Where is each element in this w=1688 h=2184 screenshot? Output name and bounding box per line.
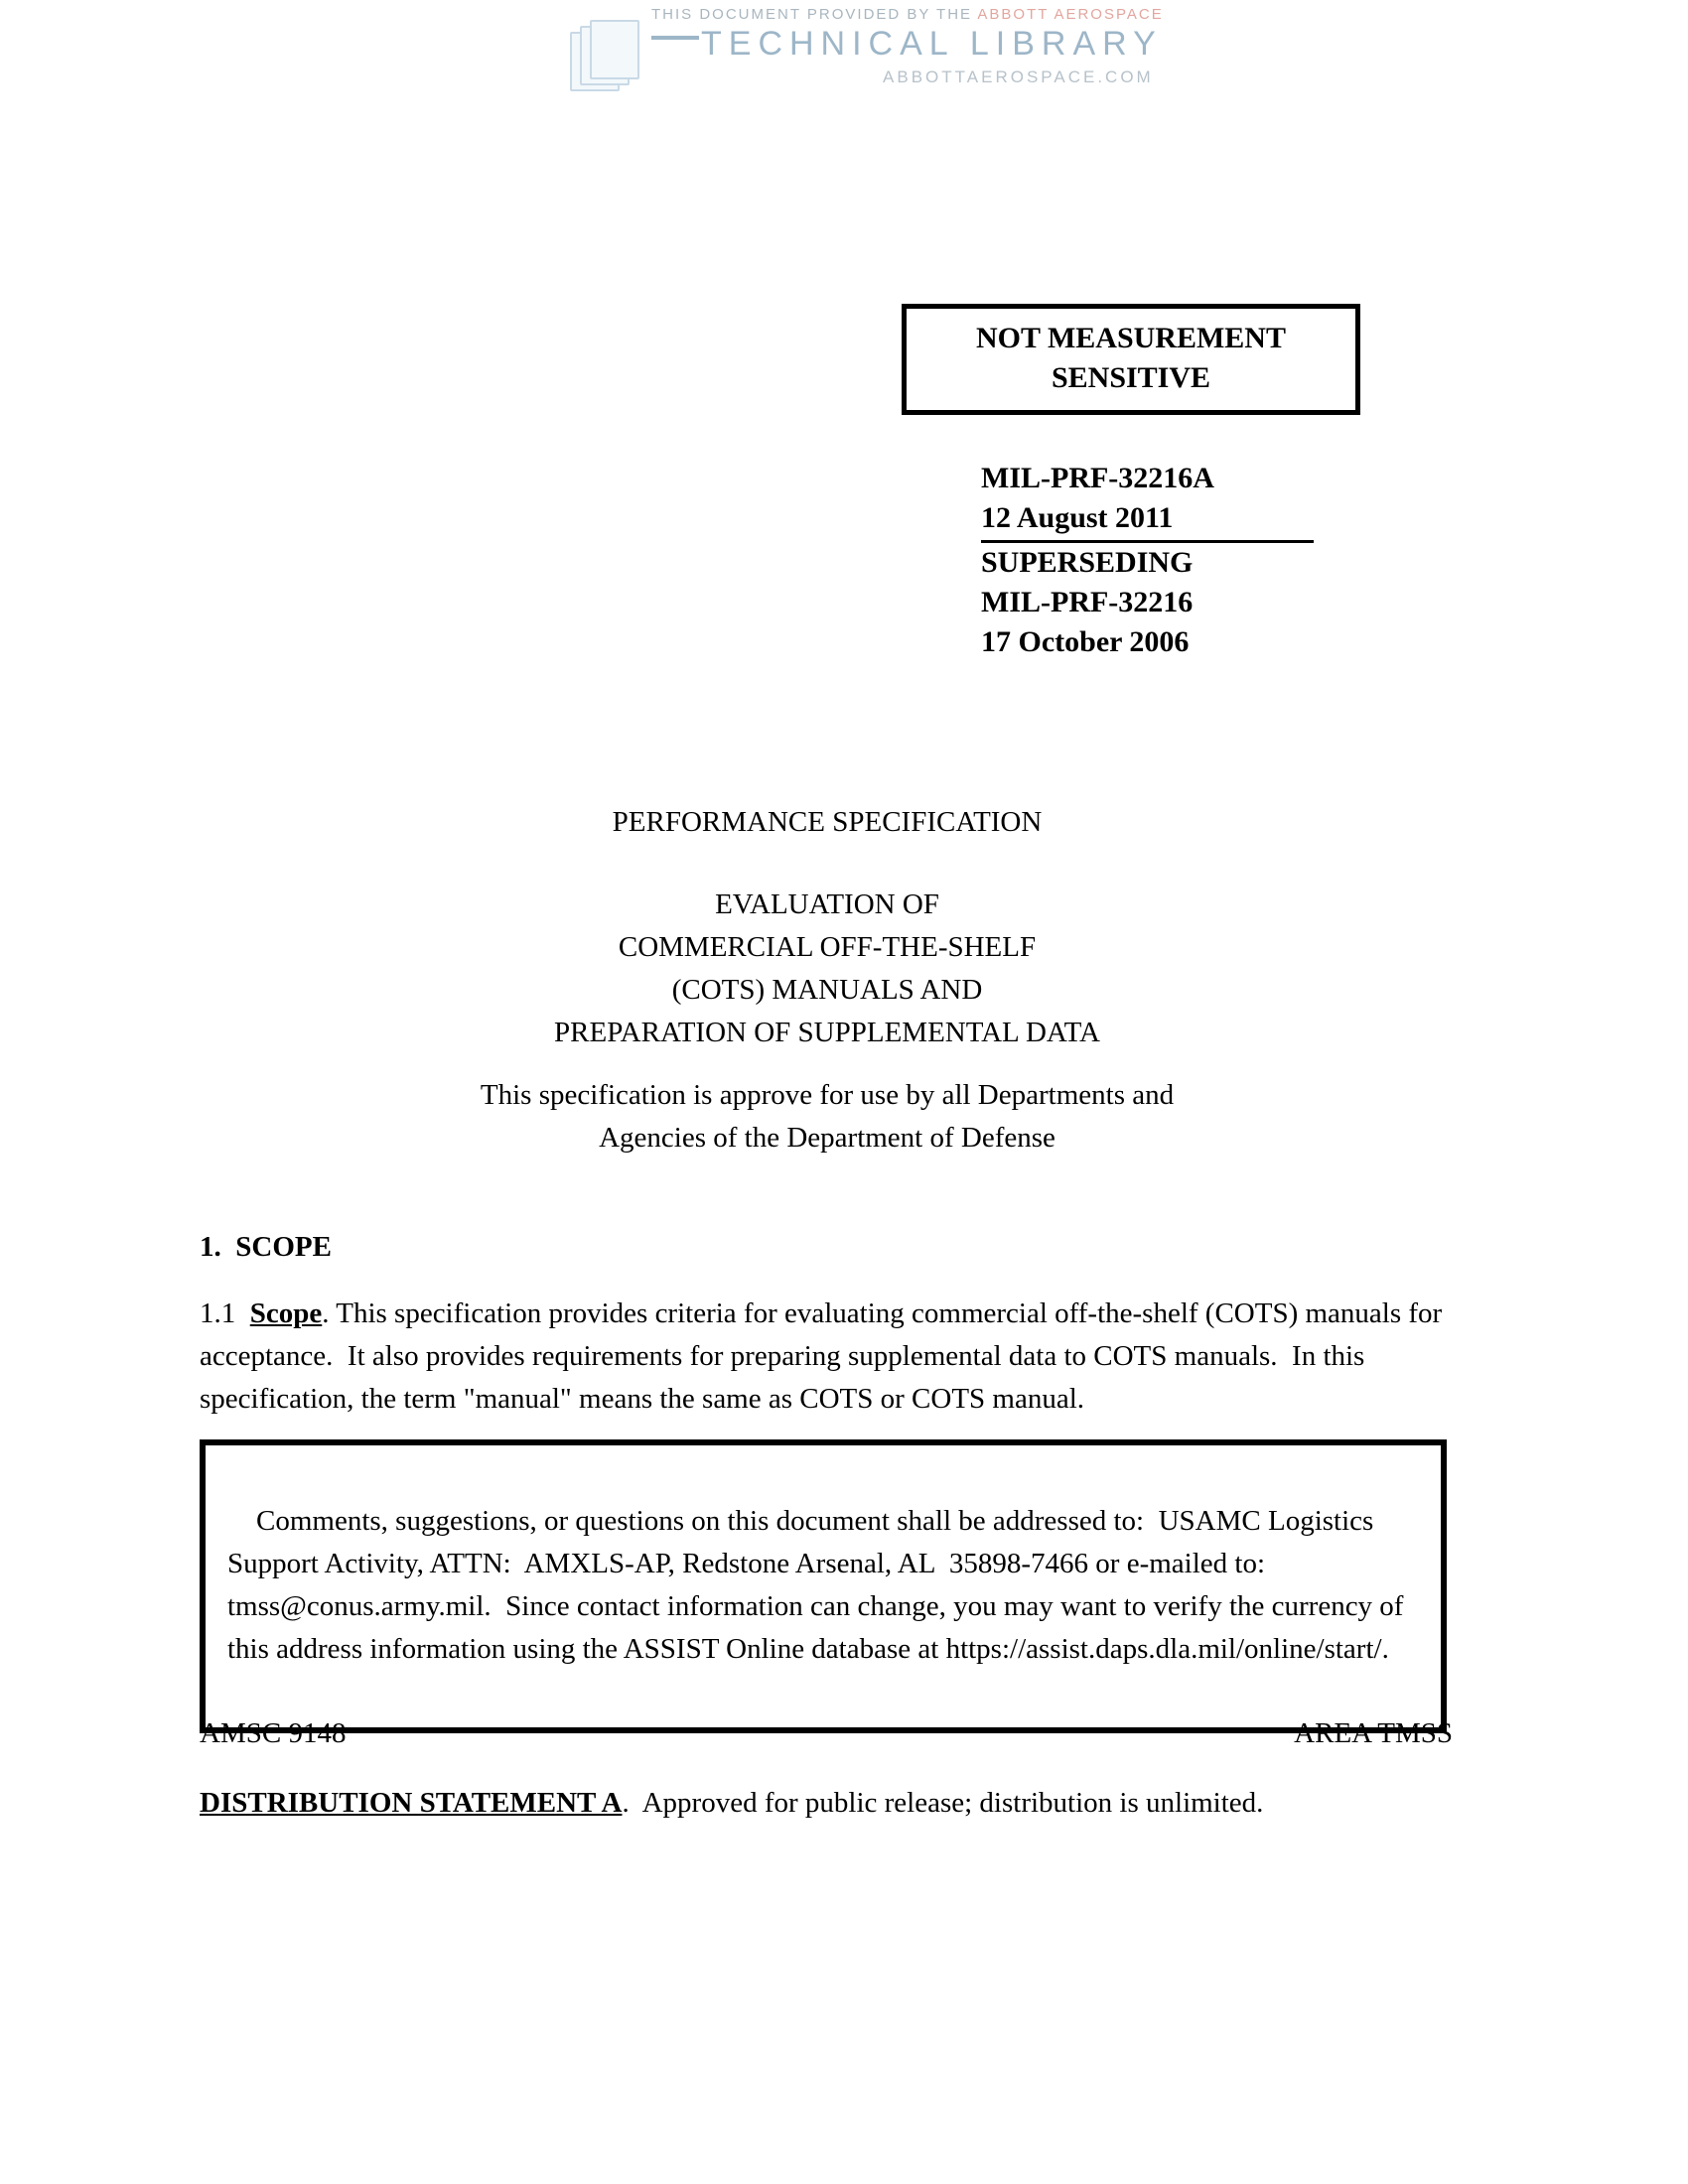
banner-line2: SENSITIVE <box>1051 361 1211 394</box>
logo-brand: ABBOTT AEROSPACE <box>977 6 1164 23</box>
document-identifiers <box>981 459 1314 662</box>
title-line-3: (COTS) MANUALS AND <box>671 974 983 1006</box>
logo-title: TECHNICAL LIBRARY <box>701 25 1163 63</box>
superseded-spec-date: 17 October 2006 <box>981 625 1190 658</box>
logo-provided-line <box>651 6 1164 23</box>
current-spec-id: MIL-PRF-32216A <box>981 462 1214 494</box>
current-spec-date: 12 August 2011 <box>981 498 1314 543</box>
spec-type-title: PERFORMANCE SPECIFICATION <box>612 806 1043 838</box>
approval-line-1: This specification is approve for use by all Departments and <box>480 1079 1175 1111</box>
superseding-label: SUPERSEDING <box>981 546 1194 579</box>
distribution-statement-label: DISTRIBUTION STATEMENT A <box>200 1787 623 1819</box>
scope-para-label: Scope <box>249 1297 323 1329</box>
title-line-2: COMMERCIAL OFF-THE-SHELF <box>618 931 1037 963</box>
scope-paragraph <box>200 1293 1463 1421</box>
distribution-statement-text: . Approved for public release; distribution is unlimited. <box>622 1787 1264 1819</box>
amsc-number: AMSC 9148 <box>200 1717 347 1749</box>
distribution-statement <box>200 1787 1463 1820</box>
amsc-area-row <box>200 1717 1453 1750</box>
approval-statement <box>200 1074 1455 1160</box>
scope-section-heading: 1. SCOPE <box>200 1231 332 1263</box>
title-line-4: PREPARATION OF SUPPLEMENTAL DATA <box>554 1017 1100 1048</box>
comments-text: Comments, suggestions, or questions on this document shall be addressed to: USAMC Logistics Support Activity, ATTN: AMXLS-AP, Redstone Arsenal, AL 35898-7466 or e-mailed to: tmss@conus.army.mil. Since contact information can change, you may want to verify the currency of this address information using the ASSIST Online database at https://assist.daps.dla.mil/online/start/. <box>227 1505 1411 1665</box>
library-pages-icon <box>566 6 643 101</box>
document-title <box>200 884 1455 1054</box>
title-line-1: EVALUATION OF <box>715 888 939 920</box>
logo-provided-prefix: THIS DOCUMENT PROVIDED BY THE <box>651 6 978 23</box>
technical-library-logo <box>566 6 1164 101</box>
not-measurement-sensitive-box <box>902 304 1360 415</box>
scope-para-text: . This specification provides criteria for evaluating commercial off-the-shelf (COTS) manuals for acceptance. It also provides requirements for preparing supplemental data to COTS manuals. In this specification, the term "manual" means the same as COTS or COTS manual. <box>200 1297 1450 1415</box>
area-designator: AREA TMSS <box>1294 1717 1453 1749</box>
logo-domain: ABBOTTAEROSPACE.COM <box>883 68 1154 86</box>
scope-para-number: 1.1 <box>200 1297 250 1329</box>
superseded-spec-id: MIL-PRF-32216 <box>981 586 1194 618</box>
approval-line-2: Agencies of the Department of Defense <box>599 1122 1055 1154</box>
logo-title-bar <box>651 36 699 40</box>
comments-address-box <box>200 1439 1447 1733</box>
banner-line1: NOT MEASUREMENT <box>976 322 1286 354</box>
